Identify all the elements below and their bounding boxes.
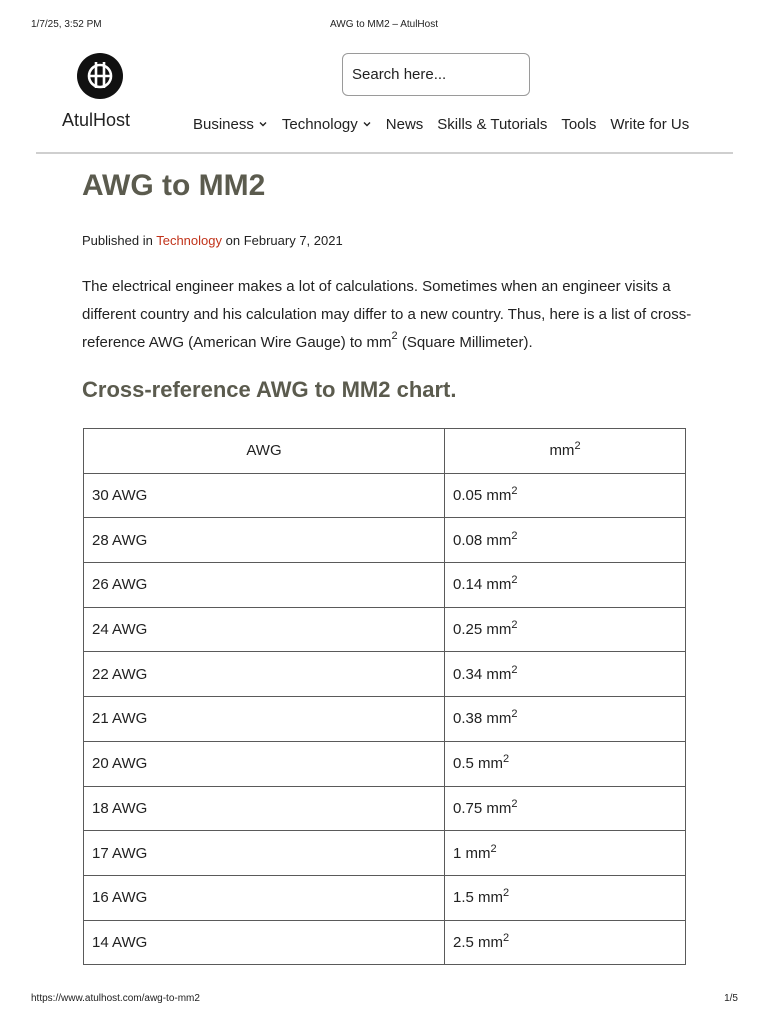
table-body [84,473,686,965]
table-row [84,563,686,608]
mm2-cell [445,831,686,876]
header-mm-text: mm [549,442,575,460]
awg-mm2-table [83,428,686,965]
table-row [84,786,686,831]
mm2-value: 0.5 [453,755,479,773]
mm2-value: 0.34 [453,665,487,683]
mm2-value: 1 [453,844,466,862]
nav-item-label: Skills & Tutorials [437,115,548,133]
mm2-unit-sup: 2 [511,529,518,542]
mm2-value: 0.05 [453,487,487,505]
category-link[interactable]: Technology [156,233,222,248]
chevron-down-icon [258,119,268,129]
mm2-cell [445,875,686,920]
mm2-value: 0.08 [453,531,487,549]
mm2-unit: mm [486,621,512,639]
table-row [84,831,686,876]
awg-cell: 22 AWG [84,652,445,697]
mm2-unit: mm [478,889,504,907]
print-url: https://www.atulhost.com/awg-to-mm2 [31,993,200,1004]
mm2-value: 2.5 [453,933,479,951]
nav-item-label: Technology [281,115,358,133]
mm2-unit-sup: 2 [503,931,510,944]
mm2-unit: mm [486,710,512,728]
atulhost-logo-icon[interactable] [77,53,123,99]
awg-cell: 16 AWG [84,875,445,920]
mm2-unit-sup: 2 [490,842,497,855]
site-name[interactable]: AtulHost [62,110,131,130]
table-header-row [84,429,686,474]
header-mm-sup: 2 [574,440,581,453]
mm2-unit-sup: 2 [511,619,518,632]
header-awg: AWG [84,429,445,474]
table-row [84,741,686,786]
print-datetime: 1/7/25, 3:52 PM [31,19,102,30]
nav-item-write-for-us[interactable] [610,114,689,134]
mm2-cell [445,518,686,563]
intro-superscript: 2 [391,330,398,342]
nav-item-label: Tools [561,115,597,133]
mm2-cell [445,563,686,608]
post-meta [82,233,343,248]
main-nav [193,114,689,134]
mm2-value: 0.75 [453,799,487,817]
table-row [84,875,686,920]
mm2-unit: mm [486,665,512,683]
mm2-cell [445,697,686,742]
nav-item-technology[interactable] [282,114,372,134]
awg-cell: 14 AWG [84,920,445,965]
mm2-value: 1.5 [453,889,479,907]
mm2-unit: mm [486,576,512,594]
mm2-unit-sup: 2 [503,887,510,900]
awg-cell: 30 AWG [84,473,445,518]
nav-item-business[interactable] [193,114,268,134]
page-title: AWG to MM2 [82,169,266,202]
table-row [84,473,686,518]
mm2-unit: mm [486,799,512,817]
nav-item-label: Business [193,115,254,133]
mm2-cell [445,607,686,652]
meta-prefix: Published in [82,233,153,248]
print-page-title: AWG to MM2 – AtulHost [330,19,438,30]
intro-paragraph [82,273,702,357]
mm2-unit-sup: 2 [511,663,518,676]
section-heading: Cross-reference AWG to MM2 chart. [82,377,457,402]
mm2-value: 0.14 [453,576,487,594]
mm2-value: 0.38 [453,710,487,728]
mm2-value: 0.25 [453,621,487,639]
nav-item-tools[interactable] [561,114,596,134]
intro-text: The electrical engineer makes a lot of calculations. Sometimes when an engineer visits a different country and his calculation may differ to a new country. Thus, here is a list of cross-reference AWG (American Wire Gauge) to mm [82,278,692,351]
mm2-unit-sup: 2 [511,708,518,721]
mm2-cell [445,652,686,697]
chevron-down-icon [362,119,372,129]
table-row [84,607,686,652]
publish-date: on February 7, 2021 [225,233,343,248]
print-page-number: 1/5 [724,993,738,1004]
search-input[interactable] [342,53,530,96]
mm2-unit-sup: 2 [511,485,518,498]
mm2-cell [445,786,686,831]
mm2-unit: mm [478,755,504,773]
awg-cell: 21 AWG [84,697,445,742]
mm2-unit-sup: 2 [511,797,518,810]
intro-text-end: (Square Millimeter). [397,334,533,351]
mm2-unit: mm [486,531,512,549]
header-mm2 [445,429,686,474]
mm2-unit: mm [465,844,491,862]
awg-cell: 24 AWG [84,607,445,652]
table-row [84,518,686,563]
awg-cell: 20 AWG [84,741,445,786]
awg-cell: 18 AWG [84,786,445,831]
header-divider [36,152,733,154]
print-footer [0,993,768,1007]
table-row [84,652,686,697]
table-row [84,920,686,965]
mm2-unit: mm [486,487,512,505]
mm2-unit-sup: 2 [511,574,518,587]
awg-cell: 28 AWG [84,518,445,563]
table-row [84,697,686,742]
mm2-cell [445,741,686,786]
nav-item-news[interactable] [386,114,424,134]
nav-item-label: News [385,115,424,133]
mm2-unit-sup: 2 [503,753,510,766]
awg-cell: 26 AWG [84,563,445,608]
nav-item-label: Write for Us [610,115,690,133]
mm2-cell [445,473,686,518]
nav-item-skills-tutorials[interactable] [437,114,547,134]
awg-cell: 17 AWG [84,831,445,876]
mm2-unit: mm [478,933,504,951]
print-header [0,19,768,33]
mm2-cell [445,920,686,965]
